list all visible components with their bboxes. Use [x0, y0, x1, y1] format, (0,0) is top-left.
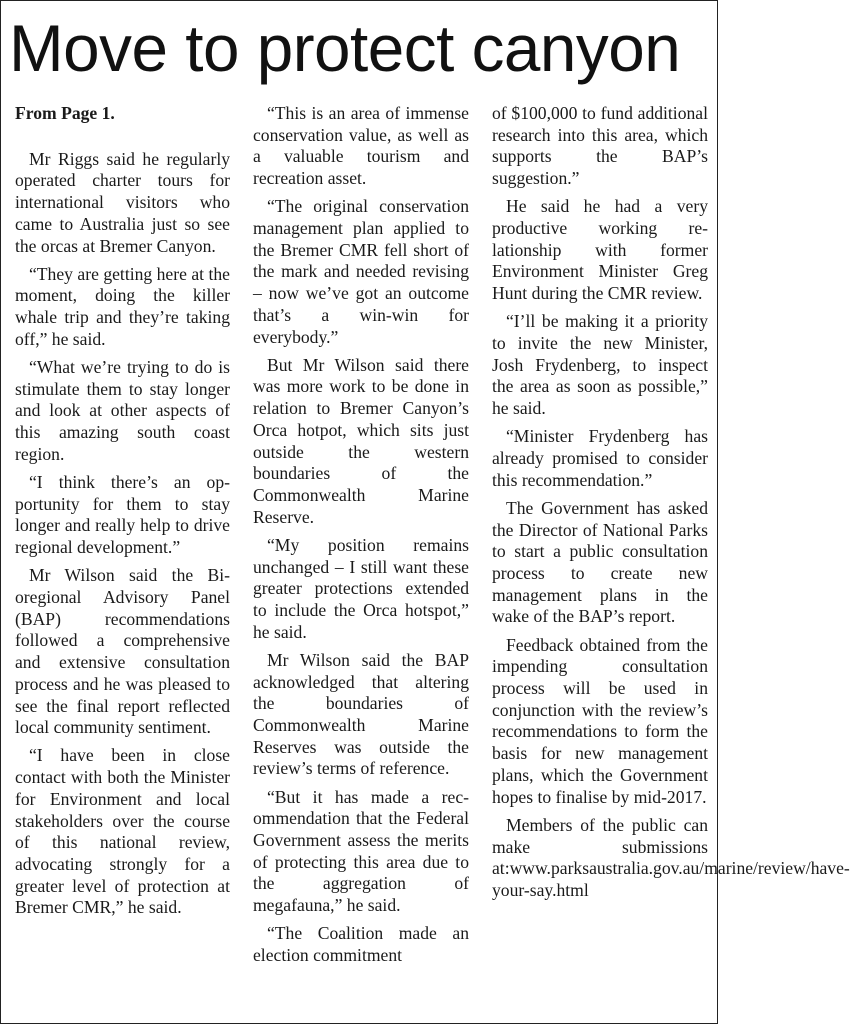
paragraph: Mr Wilson said the Bioregional Advisory Panel (BAP) recommendations followed a comprehensive and extensive consultation process and he was pleased to see the final report reflected local community sentiment. [15, 565, 230, 738]
paragraph: “I have been in close contact with both the Minister for Environment and local stakeholders over the course of this national review, advocating strongly for a greater level of protection at Bremer CMR,” he said. [15, 745, 230, 918]
paragraph: “The original conservation management plan applied to the Bremer CMR fell short of the mark and needed revising – now we’ve got an outcome that’s a win-win for everybody.” [253, 196, 469, 347]
paragraph: “The Coalition made an election commitment [253, 923, 469, 966]
from-page-label: From Page 1. [15, 103, 115, 123]
column-2 [253, 103, 469, 973]
paragraph: But Mr Wilson said there was more work to be done in relation to Bremer Canyon’s Orca hotpot, which sits just outside the western boundaries of the Commonwealth Marine Reserve. [253, 354, 469, 527]
column-1 [15, 103, 230, 926]
paragraph: Mr Riggs said he regularly operated charter tours for international visitors who came to Australia just so see the orcas at Bremer Canyon. [15, 148, 230, 256]
paragraph: “What we’re trying to do is stimulate them to stay longer and look at other aspects of this amazing south coast region. [15, 357, 230, 464]
paragraph: of $100,000 to fund additional research into this area, which supports the BAP’s suggestion.” [492, 103, 708, 189]
paragraph: Mr Wilson said the BAP acknowledged that altering the boundaries of Commonwealth Marine Reserves was outside the review’s terms of reference. [253, 649, 469, 779]
paragraph: “They are getting here at the moment, doing the killer whale trip and they’re taking off,” he said. [15, 263, 230, 349]
column-3 [492, 103, 850, 908]
paragraph: “This is an area of immense conservation value, as well as a valuable tourism and recreation asset. [253, 103, 469, 189]
paragraph: “Minister Frydenberg has already promised to consider this recommendation.” [492, 426, 708, 490]
paragraph: “My position remains unchanged – I still want these greater protections extended to include the Orca hotspot,” he said. [253, 534, 469, 642]
paragraph: He said he had a very productive working relationship with former Environment Minister Greg Hunt during the CMR review. [492, 196, 708, 304]
paragraph: Feedback obtained from the impending consultation process will be used in conjunction with the review’s recommendations to form the basis for new management plans, which the Government hopes to finalise by mid-2017. [492, 634, 708, 807]
paragraph: Members of the public can make submissions at:www.parksaustralia.gov.au/marine/review/have-your-say.html [492, 814, 850, 900]
paragraph: “I’ll be making it a priority to invite the new Minister, Josh Frydenberg, to inspect the area as soon as possible,” he said. [492, 311, 708, 419]
headline: Move to protect canyon [9, 11, 681, 85]
paragraph: “I think there’s an opportunity for them to stay longer and really help to drive regional development.” [15, 472, 230, 558]
paragraph: The Government has asked the Director of National Parks to start a public consultation process to create new management plans in the wake of the BAP’s report. [492, 497, 708, 627]
paragraph: “But it has made a recommendation that the Federal Government assess the merits of protecting this area due to the aggregation of megafauna,” he said. [253, 786, 469, 916]
